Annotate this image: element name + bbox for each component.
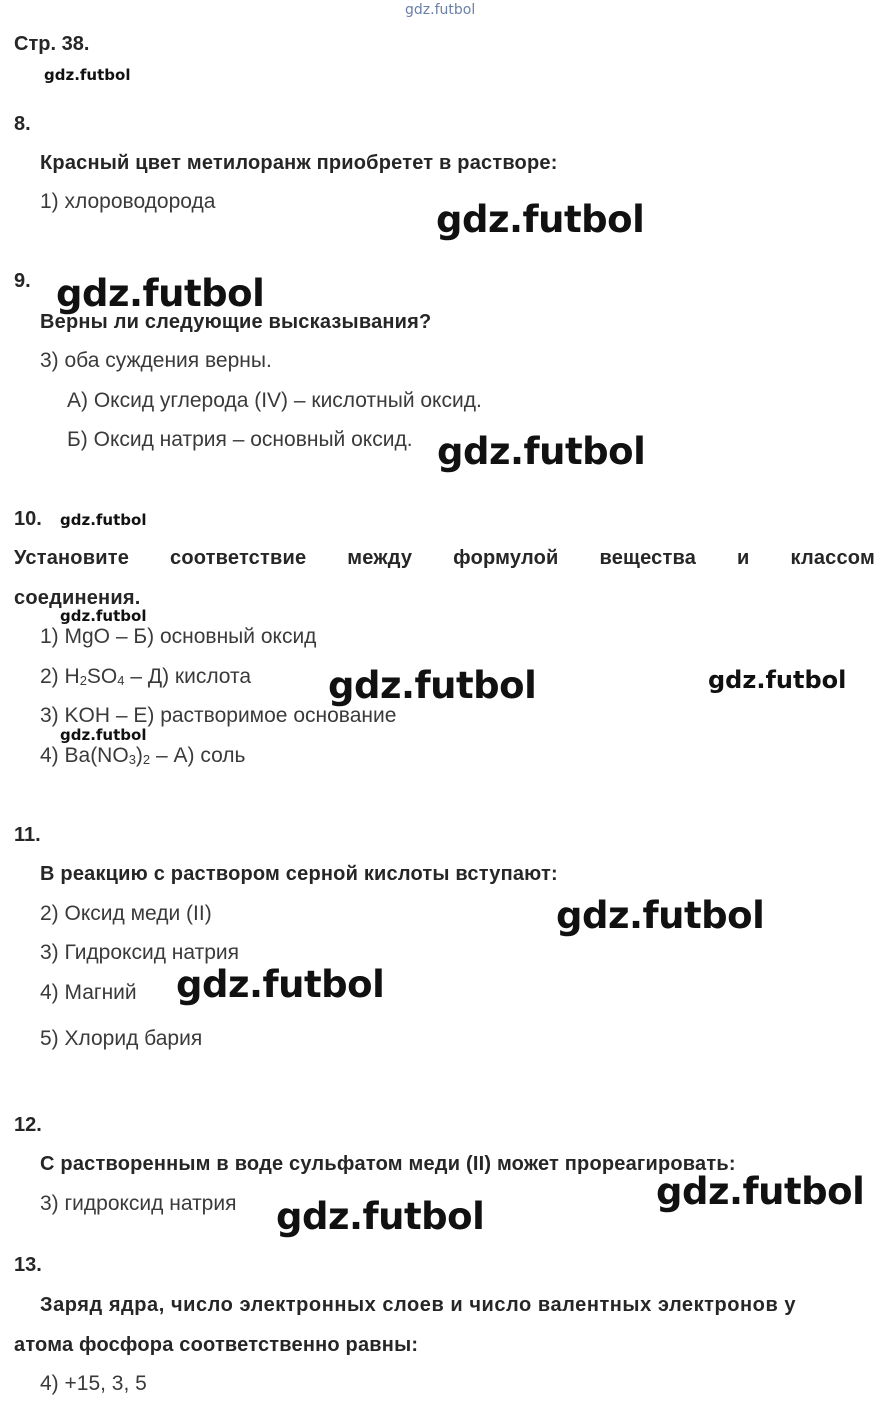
watermark-large: gdz.futbol — [656, 1170, 865, 1213]
formula-part: 4) Ba(NO — [40, 744, 129, 767]
q11-number: 11. — [14, 824, 41, 846]
q10-question-line2: соединения. — [14, 587, 141, 609]
formula-part: ) — [135, 744, 143, 767]
q10-number: 10. — [14, 508, 42, 530]
q12-number: 12. — [14, 1114, 42, 1136]
q10-word: Установите — [14, 547, 130, 569]
q10-answer-4 — [40, 744, 246, 768]
watermark-large: gdz.futbol — [437, 430, 646, 473]
q8-question: Красный цвет метилоранж приобретет в растворе: — [40, 152, 558, 174]
formula-subscript: 3 — [128, 752, 136, 767]
q11-answer: 4) Магний — [40, 981, 137, 1004]
q12-answer: 3) гидроксид натрия — [40, 1192, 237, 1215]
q9-statement-b: Б) Оксид натрия – основный оксид. — [67, 428, 413, 451]
q11-answer: 2) Оксид меди (II) — [40, 902, 212, 925]
watermark-medium: gdz.futbol — [708, 666, 847, 694]
q9-number: 9. — [14, 270, 31, 292]
watermark-top: gdz.futbol — [405, 2, 476, 18]
watermark-small: gdz.futbol — [60, 511, 147, 529]
watermark-small: gdz.futbol — [60, 726, 147, 744]
q13-answer: 4) +15, 3, 5 — [40, 1372, 147, 1395]
q13-number: 13. — [14, 1254, 42, 1276]
q12-question: С растворенным в воде сульфатом меди (II) может прореагировать: — [40, 1153, 736, 1175]
formula-subscript: 2 — [142, 752, 151, 767]
q11-question: В реакцию с раствором серной кислоты вступают: — [40, 863, 558, 885]
q10-answer-3: 3) KOH – Е) растворимое основание — [40, 704, 397, 727]
q10-word: и — [737, 547, 750, 569]
q11-answer: 3) Гидроксид натрия — [40, 941, 239, 964]
q10-word: формулой — [453, 547, 559, 569]
q10-answer-1: 1) MgO – Б) основный оксид — [40, 625, 317, 648]
formula-part: SO — [86, 665, 118, 688]
watermark-small: gdz.futbol — [44, 66, 131, 84]
q10-word: соответствие — [170, 547, 307, 569]
watermark-large: gdz.futbol — [556, 894, 765, 937]
watermark-large: gdz.futbol — [276, 1195, 485, 1238]
q13-question-line1: Заряд ядра, число электронных слоев и число валентных электронов у — [40, 1294, 797, 1316]
q11-answer: 5) Хлорид бария — [40, 1027, 203, 1050]
watermark-large: gdz.futbol — [328, 664, 537, 707]
watermark-large: gdz.futbol — [56, 272, 265, 315]
formula-part: – А) соль — [150, 744, 246, 767]
formula-part: – Д) кислота — [124, 665, 252, 688]
watermark-large: gdz.futbol — [436, 198, 645, 241]
watermark-small: gdz.futbol — [60, 607, 147, 625]
q8-number: 8. — [14, 113, 31, 135]
formula-part: 2) H — [40, 665, 80, 688]
q9-question: Верны ли следующие высказывания? — [40, 311, 432, 333]
q10-word: между — [347, 547, 413, 569]
watermark-large: gdz.futbol — [176, 963, 385, 1006]
q13-question-line2: атома фосфора соответственно равны: — [14, 1334, 419, 1356]
q10-answer-2 — [40, 665, 251, 689]
formula-subscript: 2 — [79, 673, 87, 688]
q10-word: классом — [790, 547, 875, 569]
q9-answer: 3) оба суждения верны. — [40, 349, 272, 372]
q10-question-line1 — [14, 547, 875, 570]
q8-answer: 1) хлороводорода — [40, 190, 216, 213]
page-label: Стр. 38. — [14, 33, 90, 55]
q9-statement-a: А) Оксид углерода (IV) – кислотный оксид. — [67, 389, 482, 412]
q10-word: вещества — [599, 547, 697, 569]
formula-subscript: 4 — [117, 673, 125, 688]
